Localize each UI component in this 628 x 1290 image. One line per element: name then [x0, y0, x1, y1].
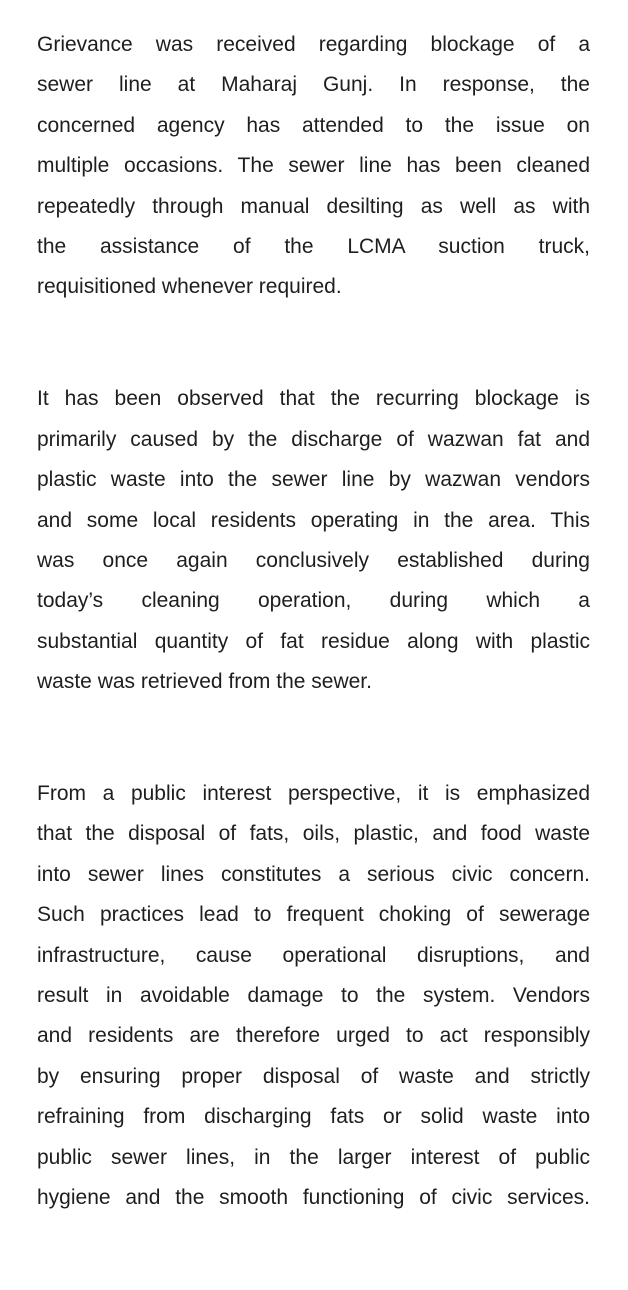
text-line: Such practices lead to frequent choking of sewerage [37, 903, 590, 927]
text-line: requisitioned whenever required. [37, 275, 342, 299]
text-line: primarily caused by the discharge of wazwan fat and [37, 427, 590, 451]
paragraph-grievance [37, 25, 590, 308]
text-line: by ensuring proper disposal of waste and strictly [37, 1064, 590, 1088]
document-body [37, 25, 590, 1290]
text-line: was once again conclusively established during [37, 548, 590, 572]
text-line: that the disposal of fats, oils, plastic, and food waste [37, 822, 590, 846]
text-line: From a public interest perspective, it is emphasized [37, 782, 590, 806]
text-line: waste was retrieved from the sewer. [37, 670, 372, 694]
text-line: and residents are therefore urged to act responsibly [37, 1024, 590, 1048]
text-line: Grievance was received regarding blockage of a [37, 33, 590, 56]
text-line: the assistance of the LCMA suction truck, [37, 234, 590, 258]
text-line: hygiene and the smooth functioning of civic services. [37, 1185, 590, 1209]
text-line: concerned agency has attended to the issue on [37, 113, 590, 137]
text-line: refraining from discharging fats or solid waste into [37, 1105, 590, 1129]
text-line: multiple occasions. The sewer line has been cleaned [37, 154, 590, 178]
text-line: and some local residents operating in the area. This [37, 508, 590, 532]
text-line: public sewer lines, in the larger interest of public [37, 1145, 590, 1169]
paragraph-public-interest [37, 774, 590, 1218]
text-line: It has been observed that the recurring blockage is [37, 387, 590, 411]
text-line: result in avoidable damage to the system. Vendors [37, 984, 590, 1007]
text-line: into sewer lines constitutes a serious civic concern. [37, 862, 590, 886]
text-line: substantial quantity of fat residue along with plastic [37, 629, 590, 653]
text-line: today’s cleaning operation, during which a [37, 589, 590, 613]
text-line: sewer line at Maharaj Gunj. In response, the [37, 73, 590, 97]
paragraph-cause [37, 379, 590, 702]
text-line: repeatedly through manual desilting as well as with [37, 194, 590, 218]
text-line: infrastructure, cause operational disruptions, and [37, 943, 590, 967]
text-line: plastic waste into the sewer line by wazwan vendors [37, 468, 590, 492]
